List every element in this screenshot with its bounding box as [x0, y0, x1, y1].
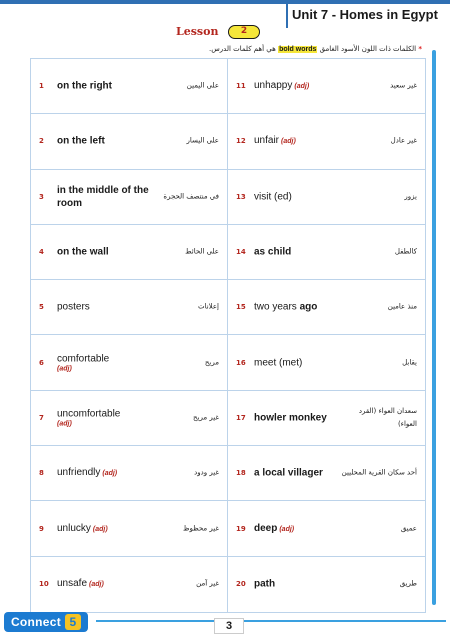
- entry-english-word: deep: [254, 522, 278, 534]
- part-of-speech-tag: (adj): [279, 525, 295, 533]
- entry-english-word: on the right: [57, 80, 112, 92]
- entry-arabic: كالطفل: [394, 247, 417, 256]
- entry-number: 4: [39, 248, 44, 257]
- entry-arabic: منذ عامين: [387, 302, 417, 311]
- vocab-entry: [228, 170, 425, 225]
- part-of-speech-tag: (adj): [57, 365, 72, 373]
- part-of-speech-tag: (adj): [57, 420, 72, 428]
- entry-english: [57, 407, 149, 428]
- entry-english: [57, 466, 149, 480]
- entry-english: [254, 134, 346, 148]
- entry-english: [57, 80, 149, 93]
- vocab-entry: [228, 59, 425, 114]
- entry-english-word: path: [254, 578, 276, 590]
- vocab-entry: [31, 557, 228, 612]
- vocab-entry: [31, 170, 228, 225]
- entry-english: [254, 467, 346, 480]
- vocabulary-table: [30, 58, 426, 613]
- header-divider: [286, 0, 288, 28]
- entry-number: 16: [236, 358, 246, 367]
- entry-english-word: unfriendly: [57, 467, 101, 479]
- entry-english-word: howler monkey: [254, 412, 327, 424]
- lesson-label: Lesson: [176, 25, 219, 38]
- entry-english: [254, 411, 346, 424]
- vocab-entry: [31, 225, 228, 280]
- entry-arabic: إعلانات: [198, 302, 219, 311]
- note-highlight: bold words: [279, 46, 317, 53]
- entry-number: 6: [39, 358, 44, 367]
- entry-arabic: على الحائط: [185, 247, 219, 256]
- vocab-entry: [31, 59, 228, 114]
- entry-english-word: a local villager: [254, 467, 323, 479]
- entry-number: 8: [39, 469, 44, 478]
- entry-arabic: على اليسار: [186, 136, 219, 145]
- entry-english: [254, 246, 346, 259]
- right-rail-decoration: [432, 50, 436, 605]
- entry-arabic: غير عادل: [390, 136, 417, 145]
- footer-line: [96, 620, 446, 622]
- entry-english-bold: ago: [299, 301, 318, 313]
- entry-english: [57, 577, 149, 591]
- vocab-entry: [228, 501, 425, 556]
- entry-number: 2: [39, 137, 44, 146]
- entry-english: [57, 184, 149, 210]
- vocab-entry: [31, 391, 228, 446]
- entry-arabic: في منتصف الحجرة: [163, 192, 219, 201]
- entry-number: 7: [39, 413, 44, 422]
- entry-english-word: posters: [57, 301, 90, 313]
- entry-english-word: unlucky: [57, 522, 91, 534]
- entry-english: [254, 301, 346, 314]
- unit-title: Unit 7 - Homes in Egypt: [292, 7, 438, 22]
- entry-arabic: يقابل: [402, 358, 417, 367]
- entry-arabic: غير ودود: [194, 468, 219, 477]
- entry-english: [57, 135, 149, 148]
- entry-english-word: visit (ed): [254, 191, 292, 203]
- entry-english-word: unhappy: [254, 80, 293, 92]
- vocab-entry: [31, 280, 228, 335]
- entry-english-word: comfortable: [57, 353, 110, 365]
- entry-english: [254, 578, 346, 591]
- part-of-speech-tag: (adj): [102, 470, 118, 478]
- entry-number: 13: [236, 192, 246, 201]
- part-of-speech-tag: (adj): [89, 581, 104, 589]
- instruction-note: [42, 43, 422, 56]
- part-of-speech-tag: (adj): [92, 525, 108, 533]
- entry-english-word: unsafe: [57, 578, 88, 590]
- entry-arabic: غير آمن: [196, 579, 219, 588]
- note-text-before: الكلمات ذات اللون الأسود الغامق: [319, 45, 417, 53]
- entry-arabic: طريق: [399, 579, 417, 588]
- entry-english: [254, 79, 346, 93]
- page-number: 3: [214, 618, 244, 634]
- brand-name: Connect: [10, 615, 62, 629]
- part-of-speech-tag: (adj): [294, 83, 310, 91]
- entry-arabic: غير مريح: [193, 413, 219, 422]
- entry-number: 3: [39, 192, 44, 201]
- entry-number: 1: [39, 82, 44, 91]
- vocab-entry: [228, 114, 425, 169]
- part-of-speech-tag: (adj): [281, 138, 296, 146]
- vocab-entry: [228, 280, 425, 335]
- entry-number: 14: [236, 248, 246, 257]
- entry-arabic: أحد سكان القرية المحليين: [341, 468, 417, 477]
- entry-english-word: meet (met): [254, 357, 303, 369]
- vocab-entry: [31, 335, 228, 390]
- entry-english-word: on the left: [57, 135, 105, 147]
- entry-english-word: on the wall: [57, 246, 109, 258]
- entry-arabic: عميق: [400, 524, 417, 533]
- note-text-after: هي أهم كلمات الدرس.: [209, 45, 276, 53]
- entry-arabic: غير محظوظ: [183, 524, 219, 533]
- entry-english: [57, 301, 149, 314]
- entry-english-word: in the middle of the room: [57, 184, 149, 209]
- vocab-entry: [228, 391, 425, 446]
- entry-number: 17: [236, 413, 246, 422]
- vocab-entry: [31, 114, 228, 169]
- entry-number: 12: [236, 137, 246, 146]
- entry-english: [254, 356, 346, 369]
- entry-arabic: سعدان العواء (القرد العواء): [358, 406, 417, 428]
- vocab-entry: [31, 501, 228, 556]
- brand-logo: [4, 612, 88, 632]
- entry-english-word: uncomfortable: [57, 408, 121, 420]
- note-star: *: [418, 45, 422, 53]
- brand-number: 5: [65, 614, 81, 630]
- entry-number: 20: [236, 580, 246, 589]
- entry-english: [57, 246, 149, 259]
- entry-number: 15: [236, 303, 246, 312]
- entry-number: 19: [236, 524, 246, 533]
- entry-arabic: يزور: [404, 192, 417, 201]
- entry-english: [57, 522, 149, 536]
- lesson-number-badge: 2: [228, 25, 260, 39]
- vocab-entry: [228, 335, 425, 390]
- entry-number: 9: [39, 524, 44, 533]
- entry-english-word: as child: [254, 246, 292, 258]
- vocab-entry: [228, 446, 425, 501]
- entry-number: 10: [39, 580, 49, 589]
- entry-number: 18: [236, 469, 246, 478]
- entry-english-plain: two years: [254, 301, 300, 313]
- entry-arabic: غير سعيد: [390, 81, 417, 90]
- entry-number: 11: [236, 82, 246, 91]
- entry-english: [57, 352, 149, 373]
- entry-arabic: على اليمين: [186, 81, 219, 90]
- vocab-entry: [228, 225, 425, 280]
- entry-number: 5: [39, 303, 44, 312]
- vocab-entry: [228, 557, 425, 612]
- entry-english: [254, 190, 346, 203]
- entry-english: [254, 522, 346, 536]
- vocab-entry: [31, 446, 228, 501]
- entry-arabic: مريح: [204, 358, 219, 367]
- entry-english-word: unfair: [254, 135, 280, 147]
